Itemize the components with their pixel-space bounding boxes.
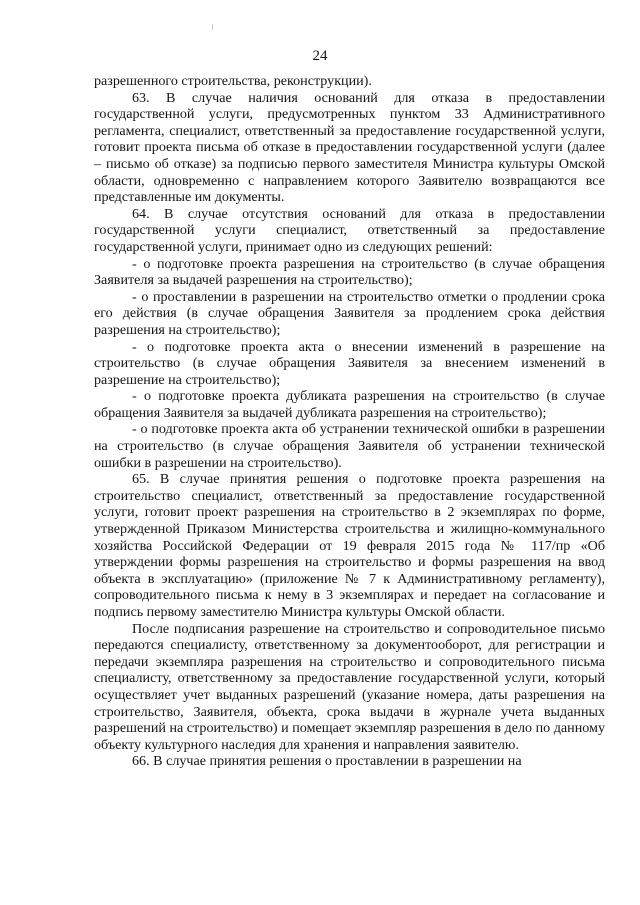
- list-item-permit-amendment: - о подготовке проекта акта о внесении изменений в разрешение на строительство (в случае обращения Заявителя за внесением изменений в разрешение на строительство);: [94, 338, 605, 388]
- paragraph-continuation: разрешенного строительства, реконструкции).: [94, 73, 372, 89]
- list-item-error-correction: - о подготовке проекта акта об устранении технической ошибки в разрешении на строительство (в случае обращения Заявителя об устранении технической ошибки в разрешении на строительство).: [94, 421, 605, 471]
- document-body: [94, 73, 605, 770]
- paragraph-66: 66. В случае принятия решения о проставлении в разрешении на: [132, 753, 522, 770]
- paragraph-64: 64. В случае отсутствия оснований для отказа в предоставлении государственной услуги специалист, ответственный за предоставление государственной услуги, принимает одно из следующих решений:: [94, 205, 605, 255]
- paragraph-63: 63. В случае наличия оснований для отказа в предоставлении государственной услуги, предусмотренных пунктом 33 Административного регламента, специалист, ответственный за предоставление государственной услуги, готовит проекта письма об отказе в предоставлении государственной услуги (далее – письмо об отказе) за подписью первого заместителя Министра культуры Омской области, одновременно с направлением которого Заявителю возвращаются все представленные им документы.: [94, 89, 605, 206]
- paragraph-65: 65. В случае принятия решения о подготовке проекта разрешения на строительство специалист, ответственный за предоставление государственной услуги, готовит проект разрешения на строительство в 2 экземплярах по форме, утвержденной Приказом Министерства строительства и жилищно-коммунального хозяйства Российской Федерации от 19 февраля 2015 года № 117/пр «Об утверждении формы разрешения на строительство и формы разрешения на ввод объекта в эксплуатацию» (приложение № 7 к Административному регламенту), сопроводительного письма к нему в 3 экземплярах и передает на согласование и подпись первому заместителю Министра культуры Омской области.: [94, 471, 605, 620]
- page-number: 24: [312, 48, 328, 64]
- list-item-permit-extension: - о проставлении в разрешении на строительство отметки о продлении срока его действия (в случае обращения Заявителя за продлением срока действия разрешения на строительство);: [94, 288, 605, 338]
- list-item-permit-duplicate: - о подготовке проекта дубликата разрешения на строительство (в случае обращения Заявителя за выдачей дубликата разрешения на строительство);: [94, 388, 605, 421]
- scan-mark: [212, 24, 213, 30]
- paragraph-after-signing: После подписания разрешение на строительство и сопроводительное письмо передаются специалисту, ответственному за документооборот, для регистрации и передачи экземпляра разрешения на строительство и сопроводительного письма специалисту, ответственному за предоставление государственной услуги, который осуществляет учет выданных разрешений (указание номера, даты разрешения на строительство, Заявителя, объекта, срока выдачи в журнале учета выданных разрешений на строительство) и помещает экземпляр разрешения в дело по данному объекту культурного наследия для хранения и направления заявителю.: [94, 620, 605, 753]
- list-item-permit-preparation: - о подготовке проекта разрешения на строительство (в случае обращения Заявителя за выдачей разрешения на строительство);: [94, 255, 605, 289]
